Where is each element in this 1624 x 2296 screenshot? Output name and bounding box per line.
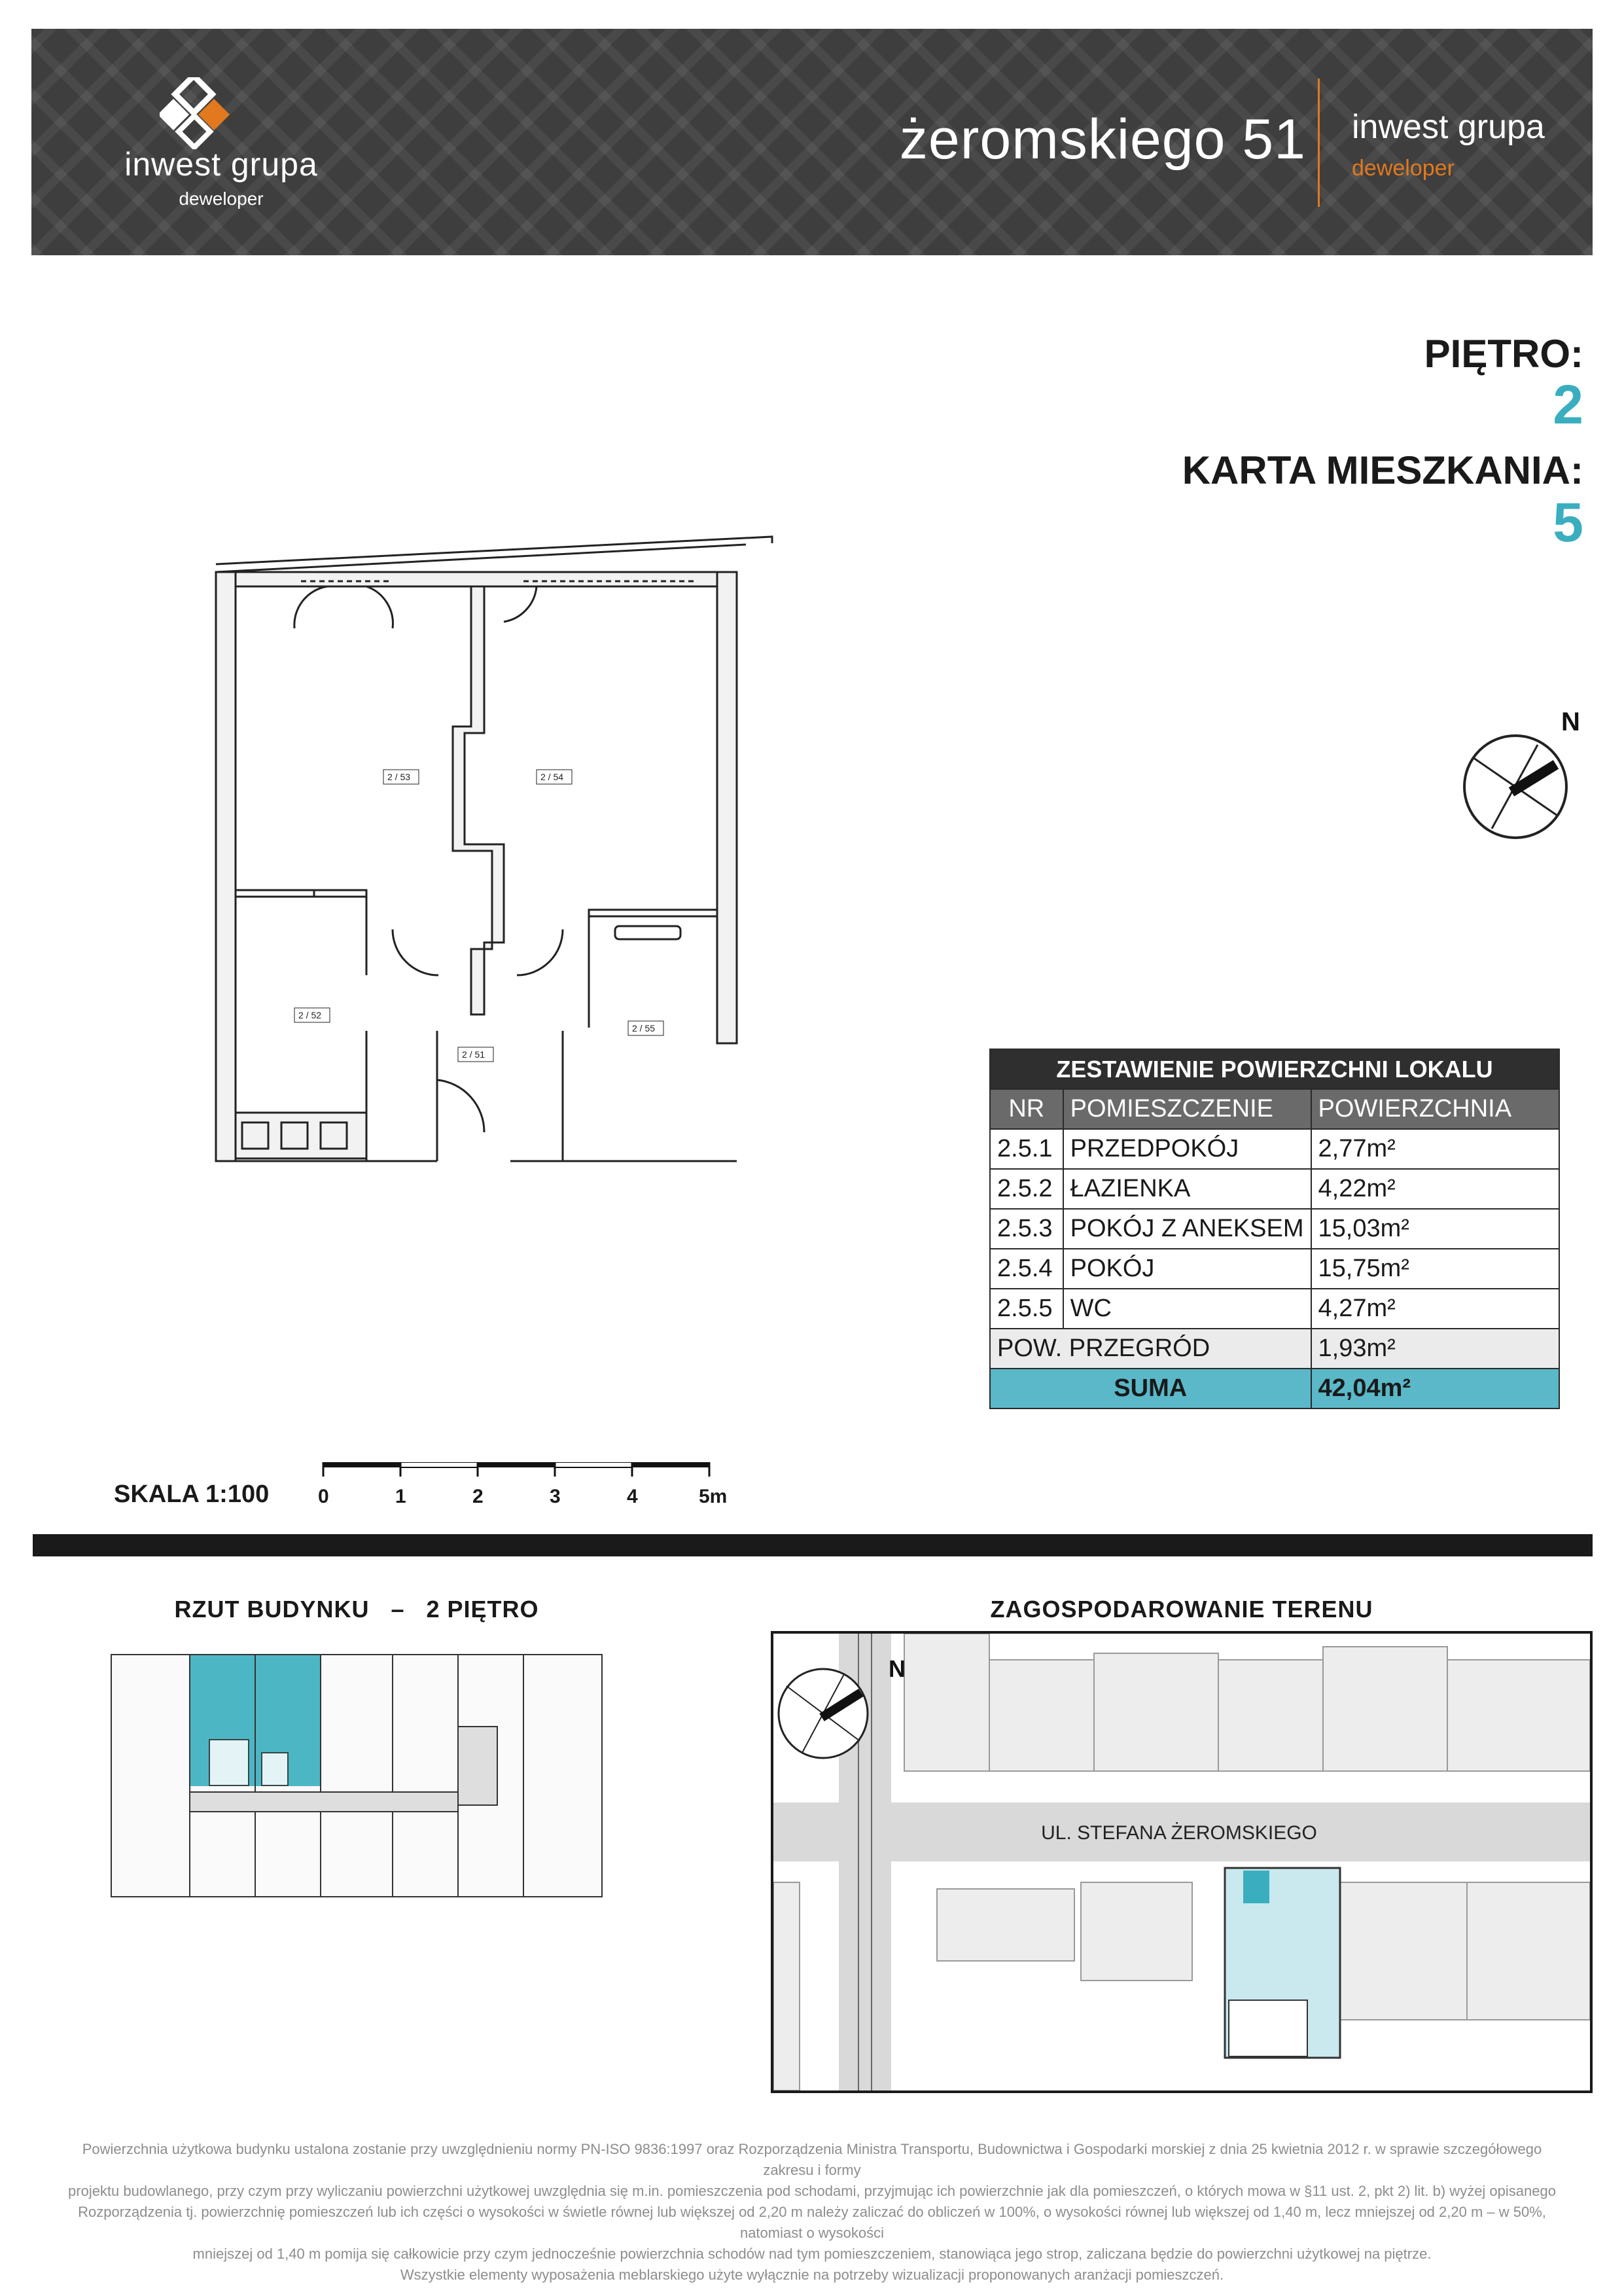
scale-tick-1: 1 — [395, 1486, 406, 1507]
brand-left — [84, 145, 359, 209]
table-row — [990, 1129, 1559, 1169]
room-tag-253: 2 / 53 — [387, 772, 411, 782]
scale-label: SKALA 1:100 — [114, 1480, 270, 1508]
footnote-line: mniejszej od 1,40 m pomija się całkowicie przy czym jednocześnie powierzchnia schodów nad tym pomieszczeniem, stanowiąca jego strop, zaliczana będzie do powierzchni użytkowej na piętrze. — [192, 2246, 1432, 2262]
card-label: KARTA MIESZKANIA: — [1182, 448, 1583, 492]
footnote-line: Powierzchnia użytkowa budynku ustalona zostanie przy uwzględnieniu normy PN-ISO 9836:1997 oraz Rozporządzenia Ministra Transportu, Budownictwa i Gospodarki morskiej z dnia 25 kwietnia 2012 r. w sprawie szczegółowego zakresu i formy — [82, 2141, 1542, 2178]
scale-tick-5: 5m — [699, 1486, 728, 1507]
street-label: UL. STEFANA ŻEROMSKIEGO — [1041, 1822, 1317, 1844]
site-plan-map — [773, 1634, 1590, 2090]
partitions-value: 1,93m² — [1311, 1329, 1560, 1369]
scale-tick-3: 3 — [550, 1486, 561, 1507]
site-plan-title: ZAGOSPODAROWANIE TERENU — [990, 1596, 1373, 1623]
row-area: 15,03m² — [1311, 1209, 1560, 1249]
north-compass — [1446, 698, 1590, 855]
row-area: 4,27m² — [1311, 1289, 1560, 1329]
footnote-line: Wszystkie elementy wyposażenia meblarskiego użyte wyłącznie na potrzeby wizualizacji proponowanych aranżacji pomieszczeń. — [400, 2267, 1224, 2283]
row-nr: 2.5.5 — [990, 1289, 1063, 1329]
row-nr: 2.5.2 — [990, 1169, 1063, 1209]
section-divider — [33, 1534, 1593, 1556]
table-header-row — [990, 1089, 1559, 1129]
building-plan-title: RZUT BUDYNKU – 2 PIĘTRO — [174, 1596, 539, 1623]
footnote-line: projektu budowlanego, przy czym przy wyliczaniu powierzchni użytkowej uwzględnia się m.in. pomieszczenia pod schodami, przyjmując ich powierzchnie jak dla pomieszczeń, o których mowa w §11 ust. 2, pkt 2) lit. b) wyżej opisanego — [68, 2183, 1556, 2199]
north-label: N — [1561, 708, 1580, 736]
row-area: 4,22m² — [1311, 1169, 1560, 1209]
footnote-line: Rozporządzenia tj. powierzchnię pomieszczeń lub ich części o wysokości w świetle równej lub większej od 2,20 m należy zaliczać do obliczeń w 100%, o wysokości równej lub większej od 1,40 m, lecz mniejszej od 2,20 m – w 50%, natomiast o wysokości — [78, 2204, 1546, 2241]
scale-bar — [314, 1462, 746, 1521]
row-room: ŁAZIENKA — [1063, 1169, 1311, 1209]
sum-value: 42,04m² — [1311, 1369, 1560, 1408]
scale-tick-2: 2 — [472, 1486, 484, 1507]
footnote — [65, 2139, 1559, 2286]
brand-name: inwest grupa — [124, 146, 318, 183]
sum-label: SUMA — [990, 1369, 1311, 1408]
building-floor-plan — [98, 1628, 615, 1910]
right-brand-sub: deweloper — [1352, 156, 1455, 181]
site-plan — [771, 1631, 1593, 2093]
table-title-row — [990, 1049, 1559, 1089]
table-row — [990, 1249, 1559, 1289]
card-value: 5 — [1553, 492, 1583, 553]
row-room: WC — [1063, 1289, 1311, 1329]
table-row — [990, 1209, 1559, 1249]
scale-tick-4: 4 — [627, 1486, 638, 1507]
project-name: żeromskiego 51 — [899, 108, 1306, 171]
area-table — [989, 1049, 1560, 1409]
row-nr: 2.5.3 — [990, 1209, 1063, 1249]
brand-right — [1352, 107, 1593, 181]
header-divider — [1318, 79, 1320, 207]
room-tag-252: 2 / 52 — [298, 1010, 322, 1020]
apartment-floor-plan — [196, 504, 785, 1185]
row-area: 15,75m² — [1311, 1249, 1560, 1289]
table-row — [990, 1289, 1559, 1329]
floor-label: PIĘTRO: — [1424, 332, 1583, 376]
room-tag-255: 2 / 55 — [632, 1023, 656, 1033]
right-brand-name: inwest grupa — [1352, 108, 1545, 146]
brand-sub: deweloper — [179, 188, 264, 209]
room-tag-251: 2 / 51 — [462, 1049, 485, 1060]
col-area: POWIERZCHNIA — [1311, 1089, 1560, 1129]
row-room: POKÓJ — [1063, 1249, 1311, 1289]
scale-tick-0: 0 — [318, 1486, 329, 1507]
room-tag-254: 2 / 54 — [540, 772, 564, 782]
row-room: PRZEDPOKÓJ — [1063, 1129, 1311, 1169]
row-room: POKÓJ Z ANEKSEM — [1063, 1209, 1311, 1249]
row-nr: 2.5.1 — [990, 1129, 1063, 1169]
sum-row — [990, 1369, 1559, 1408]
logo-icon — [160, 77, 232, 149]
table-row — [990, 1169, 1559, 1209]
col-nr: NR — [990, 1089, 1063, 1129]
partitions-row — [990, 1329, 1559, 1369]
floor-value: 2 — [1553, 374, 1583, 435]
header-banner — [31, 29, 1593, 255]
site-north-label: N — [889, 1655, 906, 1682]
row-nr: 2.5.4 — [990, 1249, 1063, 1289]
partitions-label: POW. PRZEGRÓD — [990, 1329, 1311, 1369]
row-area: 2,77m² — [1311, 1129, 1560, 1169]
col-room: POMIESZCZENIE — [1063, 1089, 1311, 1129]
table-title: ZESTAWIENIE POWIERZCHNI LOKALU — [990, 1049, 1559, 1089]
